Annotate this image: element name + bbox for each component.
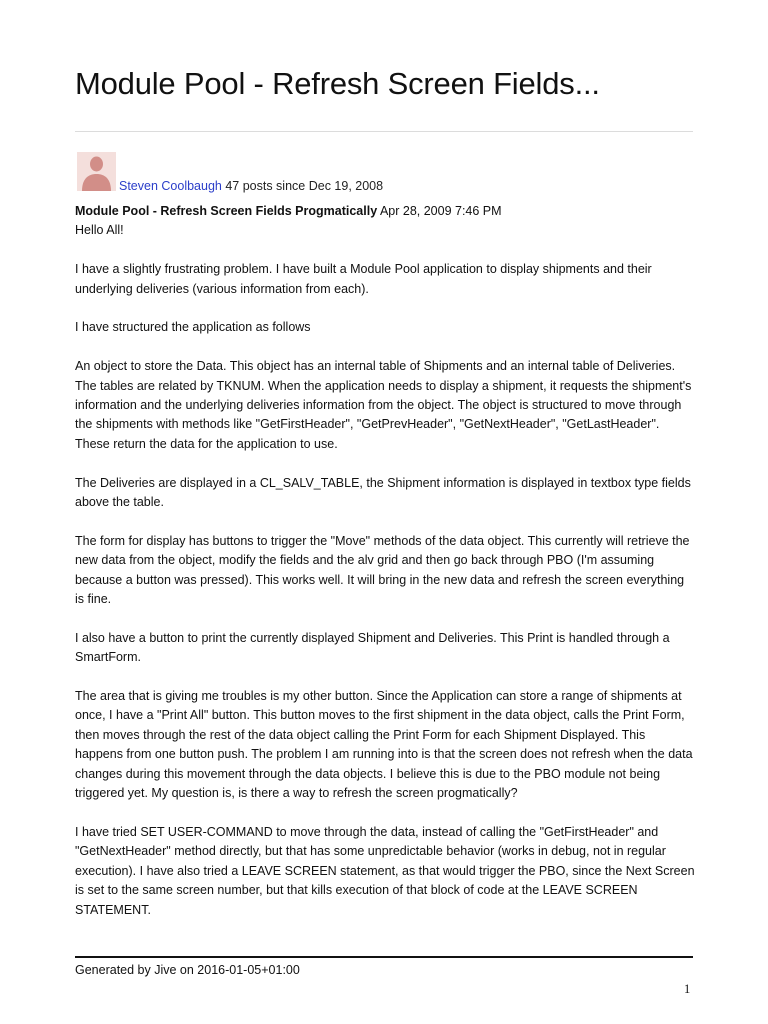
author-link[interactable]: Steven Coolbaugh	[119, 179, 222, 193]
avatar[interactable]	[77, 152, 116, 191]
title-divider	[75, 131, 693, 132]
post-paragraph: I have tried SET USER-COMMAND to move through the data, instead of calling the "GetFirstHeader" and "GetNextHeader" method directly, but that has some unpredictable behavior (works in debug, not in regular execution). I have also tried a LEAVE SCREEN statement, as that would trigger the PBO, since the Next Screen is set to the same screen number, but that kills execution of that block of code at the LEAVE SCREEN STATEMENT.	[75, 824, 695, 917]
post-paragraph: I also have a button to print the currently displayed Shipment and Deliveries. This Print is handled through a SmartForm.	[75, 630, 670, 665]
post-paragraph: I have a slightly frustrating problem. I have built a Module Pool application to display shipments and their underlying deliveries (various information from each).	[75, 262, 652, 296]
post-paragraph: The area that is giving me troubles is my other button. Since the Application can store a range of shipments at once, I have a "Print All" button. This button moves to the first shipment in the data object, calls the Print Form, then moves through the rest of the data object calling the Print Form for each Shipment Displayed. This happens from one button push. The problem I am running into is that the screen does not refresh when the data changes during this movement through the data objects. I believe this is due to the PBO module not being triggered yet. My question is, is there a way to refresh the screen progmatically?	[75, 689, 693, 801]
page-title: Module Pool - Refresh Screen Fields...	[75, 66, 600, 101]
post-paragraph: The form for display has buttons to trigger the "Move" methods of the data object. This currently will retrieve the new data from the object, modify the fields and the alv grid and then go back through PBO (I'm assuming because a button was pressed). This works well. It will bring in the new data and refresh the screen everything is fine.	[75, 533, 690, 607]
author-stats: 47 posts since Dec 19, 2008	[221, 179, 384, 193]
post-subject: Module Pool - Refresh Screen Fields Progmatically	[75, 204, 378, 218]
page-number: 1	[684, 982, 691, 996]
footer-divider	[75, 956, 693, 958]
post-paragraph: An object to store the Data. This object has an internal table of Shipments and an internal table of Deliveries. The tables are related by TKNUM. When the application needs to display a shipment, it requests the shipment's information and the underlying deliveries information from the object. The object is structured to move through the shipments with methods like "GetFirstHeader", "GetPrevHeader", "GetNextHeader", "GetLastHeader". These return the data for the application to use.	[75, 359, 692, 451]
person-silhouette-icon	[77, 152, 116, 191]
footer-generated: Generated by Jive on 2016-01-05+01:00	[75, 963, 300, 977]
post-body	[75, 202, 695, 939]
post-date: Apr 28, 2009 7:46 PM	[377, 204, 502, 218]
post-paragraph: I have structured the application as follows	[75, 320, 311, 335]
post-paragraph: The Deliveries are displayed in a CL_SALV_TABLE, the Shipment information is displayed in textbox type fields above the table.	[75, 475, 691, 510]
author-line	[119, 179, 383, 193]
post-header	[75, 202, 695, 221]
post-paragraph: Hello All!	[75, 223, 124, 238]
